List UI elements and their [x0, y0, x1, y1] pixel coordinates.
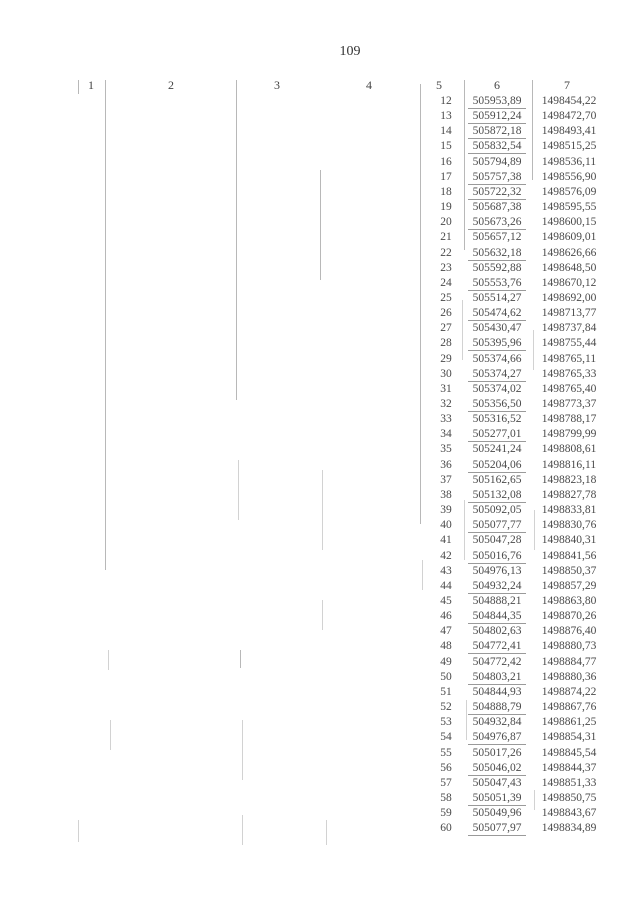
column-rule [110, 720, 111, 750]
column-rule [242, 815, 243, 845]
point-number: 17 [440, 170, 452, 183]
x-coordinate: 505077,97 [472, 822, 522, 835]
y-coordinate: 1498692,00 [541, 292, 597, 304]
point-number: 32 [440, 398, 452, 410]
column-header-5: 5 [436, 78, 442, 92]
column-rule [240, 650, 241, 668]
point-number: 16 [440, 155, 452, 168]
column-rule [464, 80, 465, 250]
point-number: 30 [440, 367, 452, 380]
x-coordinate: 505277,01 [472, 428, 522, 441]
point-number: 13 [440, 110, 452, 123]
column-header-4: 4 [366, 78, 372, 92]
y-coordinate: 1498843,67 [541, 807, 597, 820]
x-coordinate: 505374,66 [472, 352, 522, 365]
point-number: 14 [440, 125, 452, 138]
y-coordinate: 1498841,56 [541, 549, 597, 562]
y-coordinate: 1498493,41 [541, 125, 597, 138]
y-coordinate: 1498845,54 [541, 746, 597, 759]
y-coordinate: 1498850,37 [541, 564, 597, 577]
y-coordinate: 1498799,99 [541, 428, 597, 441]
x-coordinate: 505592,88 [472, 261, 522, 274]
x-coordinate: 505553,76 [472, 276, 522, 289]
point-number: 25 [440, 292, 452, 304]
point-number: 48 [440, 640, 452, 653]
point-number: 19 [440, 201, 452, 214]
point-number: 12 [440, 95, 452, 107]
column-rule [532, 80, 533, 180]
x-coordinate: 505722,32 [472, 185, 522, 198]
column-rule [322, 600, 323, 630]
y-coordinate: 1498609,01 [541, 231, 597, 244]
y-coordinate: 1498626,66 [541, 246, 597, 259]
x-coordinate: 504932,84 [472, 716, 522, 729]
y-coordinate: 1498472,70 [541, 110, 597, 123]
y-coordinate: 1498576,09 [541, 185, 597, 198]
x-coordinate: 505673,26 [472, 216, 522, 229]
point-number: 15 [440, 140, 452, 153]
point-number: 27 [440, 322, 452, 335]
y-coordinate: 1498867,76 [541, 701, 597, 713]
x-coordinate: 505687,38 [472, 201, 522, 214]
y-coordinate: 1498850,75 [541, 791, 597, 804]
point-number: 24 [440, 276, 452, 289]
y-coordinate: 1498870,26 [541, 610, 597, 623]
column-header-6: 6 [494, 78, 500, 92]
x-coordinate: 505316,52 [472, 413, 522, 426]
y-coordinate: 1498884,77 [541, 655, 597, 668]
point-number: 57 [440, 776, 452, 789]
y-coordinate: 1498515,25 [541, 140, 597, 153]
point-number: 58 [440, 791, 452, 804]
x-coordinate: 505657,12 [472, 231, 522, 244]
y-coordinate: 1498713,77 [541, 307, 597, 320]
column-rule [322, 470, 323, 550]
point-number: 31 [440, 382, 452, 395]
point-number: 59 [440, 807, 452, 820]
point-number: 49 [440, 655, 452, 668]
x-coordinate: 505912,24 [472, 110, 522, 123]
point-number: 23 [440, 261, 452, 274]
point-number: 55 [440, 746, 452, 759]
column-rule [326, 820, 327, 845]
y-coordinate: 1498861,25 [541, 716, 597, 729]
x-coordinate: 505514,27 [472, 292, 522, 304]
y-coordinate: 1498880,36 [541, 670, 597, 683]
x-coordinate: 505757,38 [472, 170, 522, 183]
point-number: 36 [440, 458, 452, 471]
x-coordinate: 505356,50 [472, 398, 522, 410]
x-coordinate: 504976,87 [472, 731, 522, 744]
y-coordinate: 1498857,29 [541, 579, 597, 592]
x-coordinate: 505092,05 [472, 504, 522, 517]
x-coordinate: 505872,18 [472, 125, 522, 138]
y-coordinate: 1498536,11 [541, 155, 597, 168]
y-coordinate: 1498765,40 [541, 382, 597, 395]
x-coordinate: 505832,54 [472, 140, 522, 153]
y-coordinate: 1498823,18 [541, 473, 597, 486]
column-rule [108, 650, 109, 670]
point-number: 20 [440, 216, 452, 229]
point-number: 40 [440, 519, 452, 532]
x-coordinate: 505374,27 [472, 367, 522, 380]
x-coordinate: 504772,42 [472, 655, 522, 668]
column-rule [464, 500, 465, 560]
x-coordinate: 504844,35 [472, 610, 522, 623]
point-number: 38 [440, 488, 452, 501]
column-rule [242, 720, 243, 780]
point-number: 37 [440, 473, 452, 486]
point-number: 22 [440, 246, 452, 259]
point-number: 42 [440, 549, 452, 562]
column-rule [462, 300, 463, 360]
y-coordinate: 1498670,12 [541, 276, 597, 289]
y-coordinate: 1498833,81 [541, 504, 597, 517]
point-number: 52 [440, 701, 452, 713]
point-number: 47 [440, 625, 452, 638]
y-coordinate: 1498854,31 [541, 731, 597, 744]
x-coordinate: 504802,63 [472, 625, 522, 638]
column-rule [533, 330, 534, 370]
point-number: 44 [440, 579, 452, 592]
x-coordinate: 505430,47 [472, 322, 522, 335]
x-coordinate: 505077,77 [472, 519, 522, 532]
point-number: 45 [440, 595, 452, 607]
point-number: 54 [440, 731, 452, 744]
x-coordinate: 505047,28 [472, 534, 522, 547]
x-coordinate: 505017,26 [472, 746, 522, 759]
point-number: 28 [440, 337, 452, 350]
point-number: 51 [440, 685, 452, 698]
column-rule [78, 80, 79, 94]
x-coordinate: 504803,21 [472, 670, 522, 683]
column-rule [466, 700, 467, 740]
y-coordinate: 1498755,44 [541, 337, 597, 350]
point-number: 39 [440, 504, 452, 517]
x-coordinate: 505049,96 [472, 807, 522, 820]
point-number: 18 [440, 185, 452, 198]
y-coordinate: 1498880,73 [541, 640, 597, 653]
y-coordinate: 1498454,22 [541, 95, 597, 107]
x-coordinate: 504888,21 [472, 595, 522, 607]
x-coordinate: 505046,02 [472, 761, 522, 774]
x-coordinate: 505632,18 [472, 246, 522, 259]
column-header-1: 1 [88, 78, 94, 92]
y-coordinate: 1498816,11 [541, 458, 597, 471]
point-number: 33 [440, 413, 452, 426]
x-coordinate: 505374,02 [472, 382, 522, 395]
y-coordinate: 1498648,50 [541, 261, 597, 274]
x-coordinate: 505162,65 [472, 473, 522, 486]
point-number: 34 [440, 428, 452, 441]
column-rule [420, 84, 421, 524]
y-coordinate: 1498773,37 [541, 398, 597, 410]
y-coordinate: 1498808,61 [541, 443, 597, 456]
point-number: 46 [440, 610, 452, 623]
y-coordinate: 1498765,11 [541, 352, 597, 365]
column-header-7: 7 [564, 78, 570, 92]
y-coordinate: 1498827,78 [541, 488, 597, 501]
point-number: 21 [440, 231, 452, 244]
x-coordinate: 505204,06 [472, 458, 522, 471]
x-coordinate: 504932,24 [472, 579, 522, 592]
point-number: 53 [440, 716, 452, 729]
column-rule [236, 80, 237, 400]
point-number: 26 [440, 307, 452, 320]
column-rule [534, 790, 535, 810]
y-coordinate: 1498556,90 [541, 170, 597, 183]
point-number: 29 [440, 352, 452, 365]
x-coordinate: 505395,96 [472, 337, 522, 350]
column-rule [320, 170, 321, 280]
y-coordinate: 1498595,55 [541, 201, 597, 214]
point-number: 50 [440, 670, 452, 683]
x-coordinate: 504772,41 [472, 640, 522, 653]
point-number: 43 [440, 564, 452, 577]
y-coordinate: 1498600,15 [541, 216, 597, 229]
column-header-2: 2 [168, 78, 174, 92]
point-number: 56 [440, 761, 452, 774]
x-coordinate: 505132,08 [472, 488, 522, 501]
point-number: 60 [440, 822, 452, 835]
x-coordinate: 504976,13 [472, 564, 522, 577]
y-coordinate: 1498765,33 [541, 367, 597, 380]
y-coordinate: 1498876,40 [541, 625, 597, 638]
page-number: 109 [339, 44, 361, 59]
x-coordinate: 504888,79 [472, 701, 522, 713]
y-coordinate: 1498737,84 [541, 322, 597, 335]
x-coordinate: 505047,43 [472, 776, 522, 789]
point-number: 41 [440, 534, 452, 547]
y-coordinate: 1498840,31 [541, 534, 597, 547]
y-coordinate: 1498851,33 [541, 776, 597, 789]
x-coordinate: 505794,89 [472, 155, 522, 168]
y-coordinate: 1498874,22 [541, 685, 597, 698]
x-coordinate: 505016,76 [472, 549, 522, 562]
x-coordinate: 505051,39 [472, 791, 522, 804]
x-coordinate: 504844,93 [472, 685, 522, 698]
column-rule [238, 460, 239, 520]
x-coordinate: 505953,89 [472, 95, 522, 107]
column-header-3: 3 [274, 78, 280, 92]
y-coordinate: 1498844,37 [541, 761, 597, 774]
column-rule [422, 560, 423, 590]
column-rule [534, 510, 535, 550]
y-coordinate: 1498830,76 [541, 519, 597, 532]
cell-underline [468, 835, 526, 836]
y-coordinate: 1498863,80 [541, 595, 597, 607]
x-coordinate: 505474,62 [472, 307, 522, 320]
y-coordinate: 1498834,89 [541, 822, 597, 835]
column-rule [105, 80, 106, 570]
x-coordinate: 505241,24 [472, 443, 522, 456]
y-coordinate: 1498788,17 [541, 413, 597, 426]
point-number: 35 [440, 443, 452, 456]
column-rule [78, 820, 79, 842]
